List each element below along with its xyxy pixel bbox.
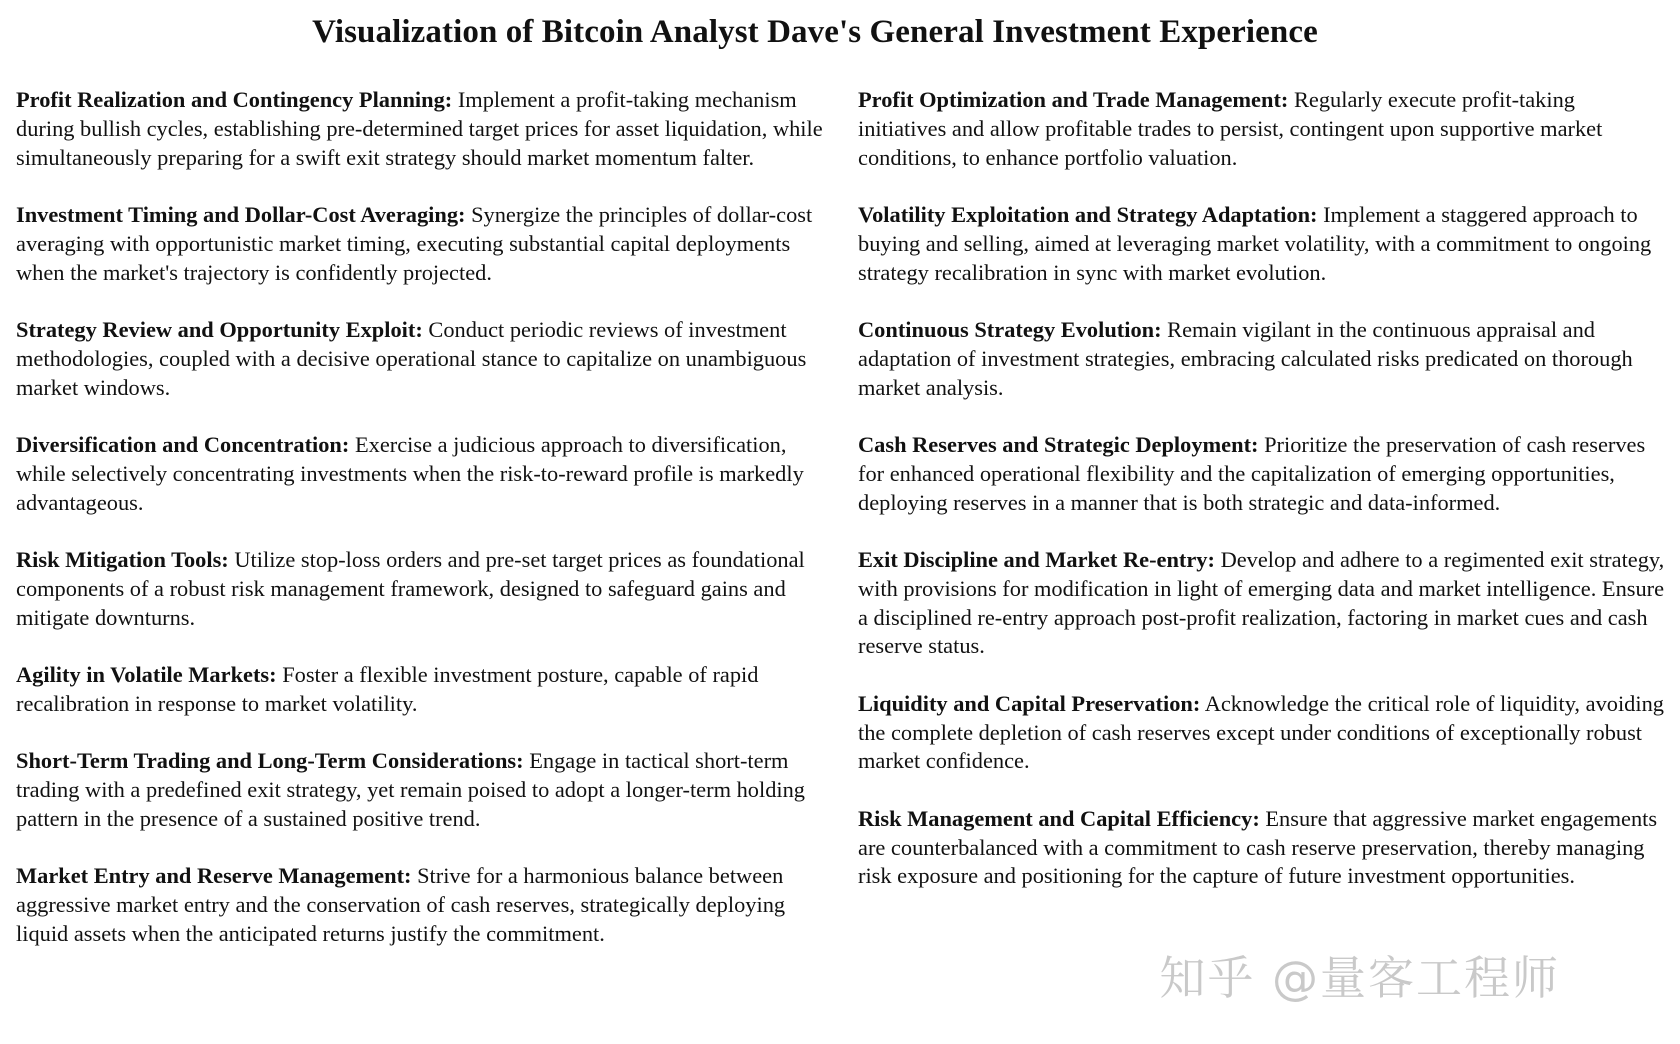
item-body: Implement a staggered approach to buying and selling, aimed at leveraging market volatility, with a commitment to ongoing strategy recalibration in sync with market evolution.	[858, 201, 1652, 285]
list-item	[858, 690, 1666, 776]
item-body: Prioritize the preservation of cash reserves for enhanced operational flexibility and the capitalization of emerging opportunities, deploying reserves in a manner that is both strategic and data-informed.	[858, 431, 1646, 515]
item-heading: Profit Optimization and Trade Management:	[858, 87, 1289, 112]
item-heading: Agility in Volatile Markets:	[16, 661, 277, 687]
item-body: Regularly execute profit-taking initiatives and allow profitable trades to persist, contingent upon supportive market conditions, to enhance portfolio valuation.	[858, 87, 1603, 170]
item-body: Remain vigilant in the continuous appraisal and adaptation of investment strategies, embracing calculated risks predicated on thorough market analysis.	[858, 316, 1633, 400]
list-item	[858, 316, 1666, 402]
watermark: 知乎 @量客工程师	[1159, 951, 1560, 1005]
item-body: Engage in tactical short-term trading with a predefined exit strategy, yet remain poised to adopt a longer-term holding pattern in the presence of a sustained positive trend.	[16, 748, 805, 831]
list-item	[858, 546, 1666, 661]
item-body: Exercise a judicious approach to diversification, while selectively concentrating investments when the risk-to-reward profile is markedly advantageous.	[16, 431, 804, 515]
list-item	[16, 747, 824, 833]
item-heading: Profit Realization and Contingency Planning:	[16, 87, 453, 112]
list-item	[16, 546, 824, 632]
item-body: Synergize the principles of dollar-cost averaging with opportunistic market timing, executing substantial capital deployments when the market's trajectory is confidently projected.	[16, 201, 813, 285]
item-heading: Strategy Review and Opportunity Exploit:	[16, 316, 423, 342]
list-item	[16, 431, 824, 517]
item-heading: Cash Reserves and Strategic Deployment:	[858, 431, 1259, 457]
item-body: Foster a flexible investment posture, capable of rapid recalibration in response to market volatility.	[16, 661, 759, 716]
item-body: Develop and adhere to a regimented exit strategy, with provisions for modification in light of emerging data and market intelligence. Ensure a disciplined re-entry approach post-profit realization, factoring in market cues and cash reserve status.	[858, 546, 1665, 659]
list-item	[16, 201, 824, 287]
item-body: Ensure that aggressive market engagements are counterbalanced with a commitment to cash reserve preservation, thereby managing risk exposure and positioning for the capture of future investment opportunities.	[858, 805, 1658, 889]
item-heading: Risk Management and Capital Efficiency:	[858, 805, 1260, 831]
list-item	[858, 431, 1666, 517]
item-body: Utilize stop-loss orders and pre-set target prices as foundational components of a robust risk management framework, designed to safeguard gains and mitigate downturns.	[16, 546, 805, 630]
item-body: Acknowledge the critical role of liquidity, avoiding the complete depletion of cash reserves except under conditions of exceptionally robust market confidence.	[858, 690, 1664, 774]
item-heading: Volatility Exploitation and Strategy Adaptation:	[858, 201, 1318, 227]
list-item	[858, 805, 1666, 891]
item-heading: Liquidity and Capital Preservation:	[858, 690, 1201, 716]
list-item	[16, 86, 824, 172]
list-item	[16, 661, 824, 719]
item-heading: Investment Timing and Dollar-Cost Averaging:	[16, 201, 466, 227]
right-column	[858, 86, 1666, 977]
list-item	[16, 862, 824, 948]
item-body: Strive for a harmonious balance between aggressive market entry and the conservation of cash reserves, strategically deploying liquid assets when the anticipated returns justify the commitment.	[16, 863, 786, 946]
item-heading: Risk Mitigation Tools:	[16, 546, 229, 572]
item-body: Conduct periodic reviews of investment methodologies, coupled with a decisive operational stance to capitalize on unambiguous market windows.	[16, 316, 807, 400]
list-item	[858, 86, 1666, 172]
content-columns	[16, 86, 1666, 977]
item-heading: Exit Discipline and Market Re-entry:	[858, 546, 1215, 572]
item-heading: Short-Term Trading and Long-Term Considerations:	[16, 748, 524, 774]
list-item	[16, 316, 824, 402]
item-heading: Market Entry and Reserve Management:	[16, 863, 412, 889]
item-heading: Continuous Strategy Evolution:	[858, 316, 1162, 342]
item-body: Implement a profit-taking mechanism during bullish cycles, establishing pre-determined target prices for asset liquidation, while simultaneously preparing for a swift exit strategy should market momentum falter.	[16, 87, 823, 170]
left-column	[16, 86, 824, 977]
list-item	[858, 201, 1666, 287]
item-heading: Diversification and Concentration:	[16, 431, 350, 457]
page-title: Visualization of Bitcoin Analyst Dave's General Investment Experience	[312, 14, 1318, 50]
